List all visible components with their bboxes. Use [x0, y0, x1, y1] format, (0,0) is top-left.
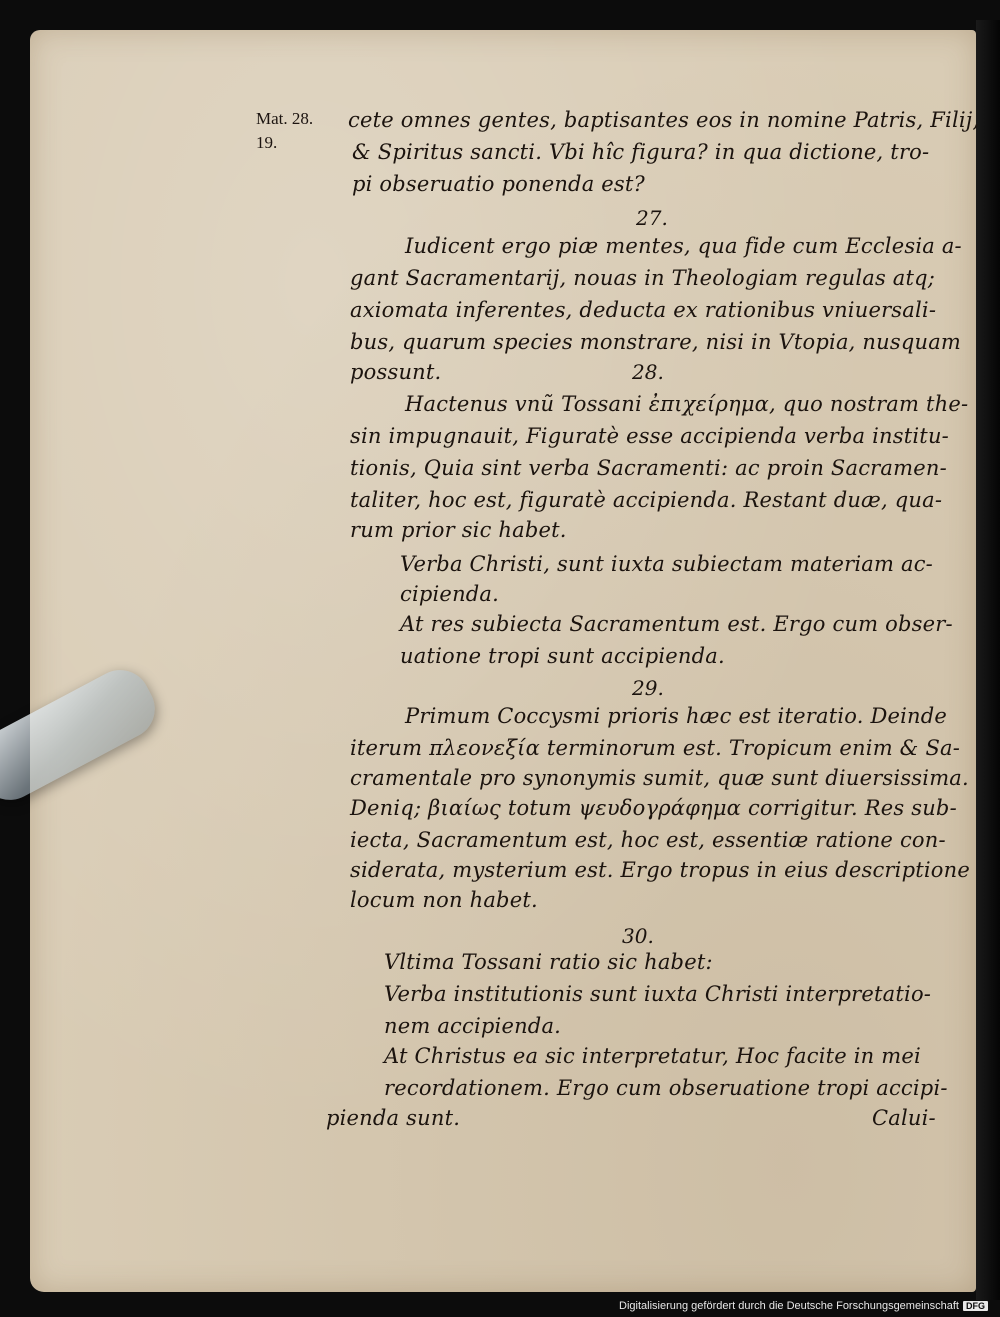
text-line: gant Sacramentarij, nouas in Theologiam regulas atq; [350, 266, 936, 290]
text-line: Primum Coccysmi prioris hæc est iteratio. Deinde [405, 704, 948, 728]
footer-credit-text: Digitalisierung gefördert durch die Deutsche Forschungsgemeinschaft [619, 1300, 959, 1312]
text-line: sin impugnauit, Figuratè esse accipienda verba institu- [350, 424, 949, 448]
text-line: rum prior sic habet. [350, 518, 567, 542]
text-line: locum non habet. [350, 888, 538, 912]
text-line: tionis, Quia sint verba Sacramenti: ac proin Sacramen- [350, 456, 947, 480]
text-line: uatione tropi sunt accipienda. [400, 644, 725, 668]
section-number: 28. [632, 360, 664, 384]
text-line: Iudicent ergo piæ mentes, qua fide cum Ecclesia a- [405, 234, 962, 258]
text-line: Verba institutionis sunt iuxta Christi interpretatio- [384, 982, 932, 1006]
text-line: pi obseruatio ponenda est? [352, 172, 645, 196]
text-line: cete omnes gentes, baptisantes eos in nomine Patris, Filij, [348, 108, 980, 132]
text-line: & Spiritus sancti. Vbi hîc figura? in qua dictione, tro- [352, 140, 930, 164]
text-line: bus, quarum species monstrare, nisi in Vtopia, nusquam [350, 330, 962, 354]
text-line: At Christus ea sic interpretatur, Hoc facite in mei [384, 1044, 921, 1068]
margin-note [256, 107, 346, 155]
text-line: siderata, mysterium est. Ergo tropus in eius descriptione [350, 858, 970, 882]
text-line: Verba Christi, sunt iuxta subiectam materiam ac- [400, 552, 933, 576]
text-line: pienda sunt. [326, 1106, 461, 1130]
text-line: possunt. [350, 360, 442, 384]
text-line: taliter, hoc est, figuratè accipienda. Restant duæ, qua- [350, 488, 943, 512]
section-number: 30. [622, 924, 654, 948]
margin-note-line: 19. [256, 133, 278, 152]
text-line: iecta, Sacramentum est, hoc est, essentiæ ratione con- [350, 828, 946, 852]
section-number: 29. [632, 676, 664, 700]
text-line: recordationem. Ergo cum obseruatione tropi accipi- [384, 1076, 948, 1100]
dfg-logo: DFG [963, 1301, 988, 1311]
text-line: axiomata inferentes, deducta ex rationibus vniuersali- [350, 298, 937, 322]
text-line: nem accipienda. [384, 1014, 562, 1038]
text-line: Hactenus vnũ Tossani ἐπιχείρημα, quo nostram the- [405, 392, 969, 416]
text-line: At res subiecta Sacramentum est. Ergo cum obser- [400, 612, 953, 636]
section-number: 27. [636, 206, 668, 230]
text-line: cipienda. [400, 582, 500, 606]
text-line: cramentale pro synonymis sumit, quæ sunt diuersissima. [350, 766, 969, 790]
text-line: Vltima Tossani ratio sic habet: [384, 950, 713, 974]
footer-credit [619, 1300, 988, 1312]
page-edge-shadow [976, 20, 1000, 1300]
catchword: Calui- [872, 1106, 936, 1130]
text-line: iterum πλεονεξία terminorum est. Tropicum enim & Sa- [350, 736, 961, 760]
text-line: Deniq; βιαίως totum ψευδογράφημα corrigitur. Res sub- [350, 796, 957, 820]
margin-note-line: Mat. 28. [256, 109, 314, 128]
